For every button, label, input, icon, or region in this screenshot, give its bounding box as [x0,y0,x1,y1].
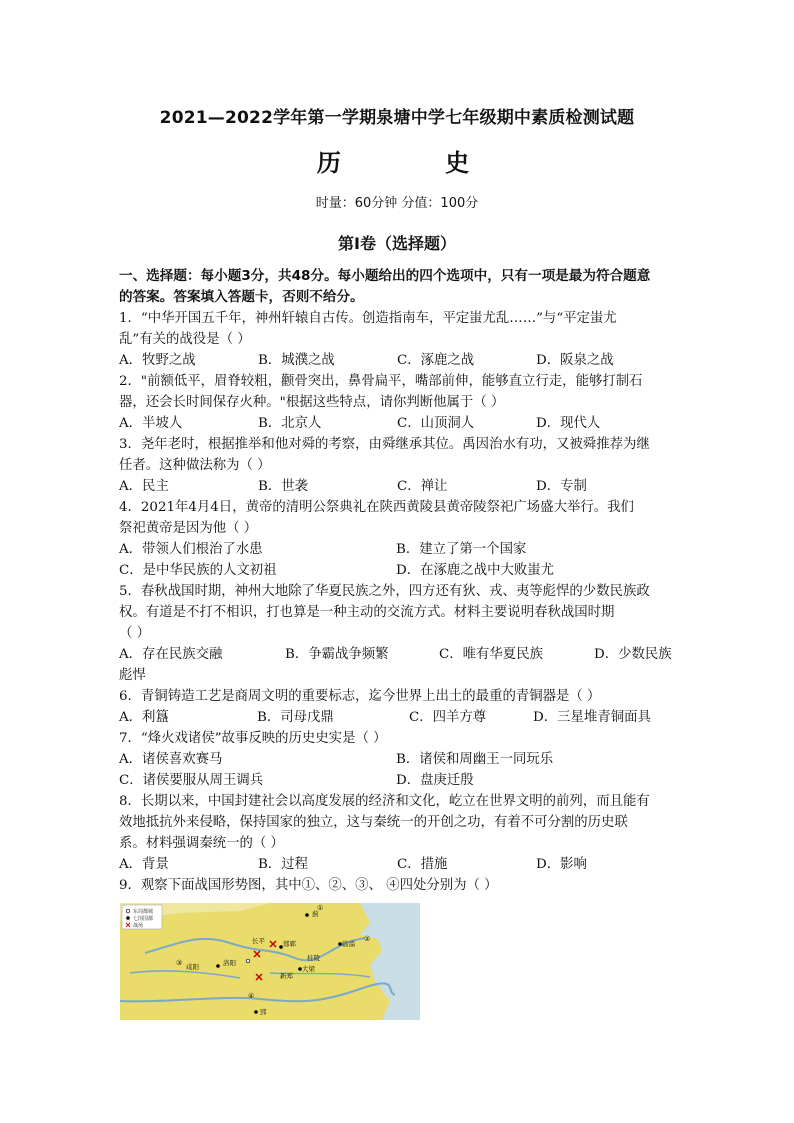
q6-option-c: C．四羊方尊 [409,710,487,725]
q7-options-row1 [119,749,677,770]
q5-stem: 5．春秋战国时期，神州大地除了华夏民族之外，四方还有狄、戎、夷等彪悍的少数民族政 [119,584,650,599]
q4-option-d: D．在涿鹿之战中大败蚩尤 [396,563,555,578]
legend-capital: 东周都城 [133,909,154,915]
q7-option-a: A．诸侯喜欢赛马 [119,752,223,767]
q5-option-d: D．少数民族 [594,647,672,662]
map-marker-3: ③ [176,959,183,967]
q6-option-b: B．司母戊鼎 [257,710,334,725]
q1-options [119,350,677,371]
q1-stem: 1．“中华开国五千年，神州轩辕自古传。创造指南车，平定蚩尤乱……”与“平定蚩尤 [119,311,617,326]
q1-stem-cont: 乱”有关的战役是（ ） [119,332,251,347]
subject-title: 历 史 [316,149,518,177]
q3-option-c: C．禅让 [397,479,448,494]
q5-option-b: B．争霸战争频繁 [285,647,389,662]
q7-options-row2 [119,770,677,791]
q8-stem-cont: 效地抵抗外来侵略，保持国家的独立，这与秦统一的开创之功，有着不可分割的历史联 [119,815,628,830]
place-handan: 邯郸 [283,940,296,948]
q2-stem-cont: 器，还会长时间保存火种。"根据这些特点，请你判断他属于（ ） [119,395,505,410]
q2-options [119,413,677,434]
q2-option-b: B．北京人 [258,416,322,431]
legend-capital-icon [126,909,130,913]
q8-stem-cont2: 系。材料强调秦统一的（ ） [119,836,284,851]
q3-option-a: A．民主 [119,479,169,494]
q3-option-b: B．世袭 [258,479,309,494]
q5-options [119,644,677,665]
q6-stem: 6．青铜铸造工艺是商周文明的重要标志，迄今世界上出土的最重的青铜器是（ ） [119,689,601,704]
q7-stem: 7．“烽火戏诸侯”故事反映的历史史实是（ ） [119,731,387,746]
q3-stem-cont: 任者。这种做法称为（ ） [119,458,271,473]
q7-option-b: B．诸侯和周幽王一同玩乐 [396,752,554,767]
q4-option-b: B．建立了第一个国家 [396,542,527,557]
warring-states-map [120,903,420,1020]
q6-option-d: D．三星堆青铜面具 [533,710,651,725]
q8-stem: 8．长期以来，中国封建社会以高度发展的经济和文化，屹立在世界文明的前列，而且能有 [119,794,650,809]
question-list [119,266,677,896]
q1-option-a: A．牧野之战 [119,353,196,368]
place-luoyang: 洛阳 [223,959,236,967]
section-instructions-line2: 的答案。答案填入答题卡，否则不给分。 [119,289,364,305]
q8-option-b: B．过程 [258,857,309,872]
q4-options-row2 [119,560,677,581]
q7-option-d: D．盘庚迁殷 [396,773,474,788]
place-xinzheng: 新郑 [280,972,293,980]
q4-options-row1 [119,539,677,560]
q5-stem-cont: 权。有道是不打不相识，打也算是一种主动的交流方式。材料主要说明春秋战国时期 [119,605,615,620]
legend-battle: 战场 [133,923,144,929]
q4-stem-cont: 祭祀黄帝是因为他（ ） [119,521,258,536]
q8-options [119,854,677,875]
map-marker-1: ① [317,904,324,912]
q5-option-c: C．唯有华夏民族 [439,647,543,662]
section-instructions-line1: 一、选择题：每小题3分，共48分。每小题给出的四个选项中，只有一项是最为符合题意 [119,268,651,284]
exam-title: 2021—2022学年第一学期泉塘中学七年级期中素质检测试题 [159,108,635,128]
legend-state: 七国国都 [133,916,154,922]
map-marker-4: ④ [248,992,255,1000]
part-heading: 第Ⅰ卷（选择题） [338,234,456,253]
q6-option-a: A．利簋 [119,710,169,725]
q4-option-c: C．是中华民族的人文初祖 [119,563,277,578]
place-daliang: 大梁 [302,965,315,973]
q1-option-b: B．城濮之战 [258,353,335,368]
q9-stem: 9．观察下面战国形势图，其中①、②、③、 ④四处分别为（ ） [119,878,498,893]
q2-stem: 2．"前额低平，眉脊较粗，颧骨突出，鼻骨扁平，嘴部前伸，能够直立行走，能够打制石 [119,374,643,389]
place-guiling: 桂陵 [307,954,320,962]
place-ying: 郢 [260,1008,267,1016]
q8-option-a: A．背景 [119,857,169,872]
place-ji: 蓟 [312,910,319,918]
q5-stem-cont2: （ ） [119,626,151,641]
q4-option-a: A．带领人们根治了水患 [119,542,263,557]
q5-option-d-wrap: 彪悍 [119,668,146,683]
legend-state-icon [126,916,130,920]
q2-option-d: D．现代人 [536,416,601,431]
q1-option-c: C．涿鹿之战 [397,353,475,368]
q8-option-d: D．影响 [536,857,587,872]
q7-option-c: C．诸侯要服从周王调兵 [119,773,264,788]
q8-option-c: C．措施 [397,857,448,872]
q4-stem: 4．2021年4月4日，黄帝的清明公祭典礼在陕西黄陵县黄帝陵祭祀广场盛大举行。我们 [119,500,634,515]
q3-options [119,476,677,497]
q2-option-c: C．山顶洞人 [397,416,475,431]
q1-option-d: D．阪泉之战 [536,353,614,368]
map-marker-2: ② [364,935,371,943]
q3-stem: 3．尧年老时，根据推举和他对舜的考察，由舜继承其位。禹因治水有功，又被舜推荐为继 [119,437,650,452]
q2-option-a: A．半坡人 [119,416,183,431]
place-changping: 长平 [252,937,265,945]
q5-option-a: A．存在民族交融 [119,647,223,662]
place-linzi: 临淄 [342,940,355,948]
place-xianyang: 咸阳 [186,963,199,971]
q3-option-d: D．专制 [536,479,587,494]
q6-options [119,707,677,728]
map-legend [122,905,162,929]
exam-meta: 时量：60分钟 分值：100分 [315,196,479,211]
